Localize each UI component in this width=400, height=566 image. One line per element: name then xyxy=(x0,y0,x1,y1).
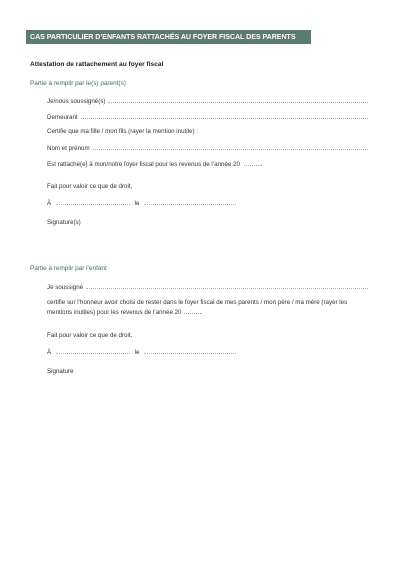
child-certifie-text: certifie sur l’honneur avoir choisi de rester dans le foyer fiscal de mes parents / mon père / ma mère (rayer les mentions inutiles) pour les revenus de l’année 20 xyxy=(47,299,348,316)
parent-year-line[interactable] xyxy=(244,160,261,166)
parent-fait-text: Fait pour valoir ce que de droit, xyxy=(47,183,133,190)
child-soussigne-field[interactable] xyxy=(47,283,368,291)
document-banner: CAS PARTICULIER D’ENFANTS RATTACHÉS AU FOYER FISCAL DES PARENTS xyxy=(26,30,311,44)
child-soussigne-label: Je soussigné xyxy=(47,284,84,291)
parent-rattache-label: Est rattaché(e) à mon/notre foyer fiscal pour les revenus de l’année 20 xyxy=(47,161,240,168)
child-le-label: le xyxy=(134,349,140,356)
child-fait-text: Fait pour valoir ce que de droit, xyxy=(47,332,133,339)
child-place-line[interactable] xyxy=(56,348,130,354)
parent-section-title: Partie à remplir par le(s) parent(s) xyxy=(30,80,126,87)
parent-rattache-field[interactable]: Est rattaché(e) à mon/notre foyer fiscal pour les revenus de l’année 20 . xyxy=(47,161,263,168)
parent-date-line[interactable] xyxy=(144,199,236,205)
parent-demeurant-field[interactable] xyxy=(47,113,368,121)
child-date-line[interactable] xyxy=(144,348,236,354)
parent-soussigne-label: Je/nous soussigné(s) xyxy=(47,98,106,105)
parent-nom-line[interactable] xyxy=(93,144,368,150)
document-heading: Attestation de rattachement au foyer fiscal xyxy=(30,61,164,68)
parent-place-line[interactable] xyxy=(56,199,130,205)
parent-soussigne-field[interactable] xyxy=(47,97,368,105)
parent-soussigne-line[interactable] xyxy=(108,97,368,103)
child-signature-label: Signature xyxy=(47,368,74,375)
parent-a-label: À xyxy=(47,200,52,207)
parent-le-label: le xyxy=(134,200,140,207)
child-place-date-field[interactable] xyxy=(47,348,236,356)
parent-signature-label: Signature(s) xyxy=(47,219,81,226)
child-a-label: À xyxy=(47,349,52,356)
child-certifie-field[interactable]: certifie sur l’honneur avoir choisi de rester dans le foyer fiscal de mes parents / mon père / ma mère (rayer les mentions inutiles) pour les revenus de l’année 20 . xyxy=(47,299,348,316)
parent-demeurant-line[interactable] xyxy=(81,113,368,119)
child-soussigne-line[interactable] xyxy=(86,283,368,289)
parent-nom-field[interactable] xyxy=(47,144,368,152)
child-year-line[interactable] xyxy=(184,308,201,314)
parent-certifie-text: Certifie que ma fille / mon fils (rayer la mention inutile) : xyxy=(47,128,198,135)
parent-nom-label: Nom et prénom xyxy=(47,145,90,152)
child-section-title: Partie à remplir par l’enfant xyxy=(30,265,107,272)
parent-demeurant-label: Demeurant xyxy=(47,114,78,121)
parent-place-date-field[interactable] xyxy=(47,199,236,207)
